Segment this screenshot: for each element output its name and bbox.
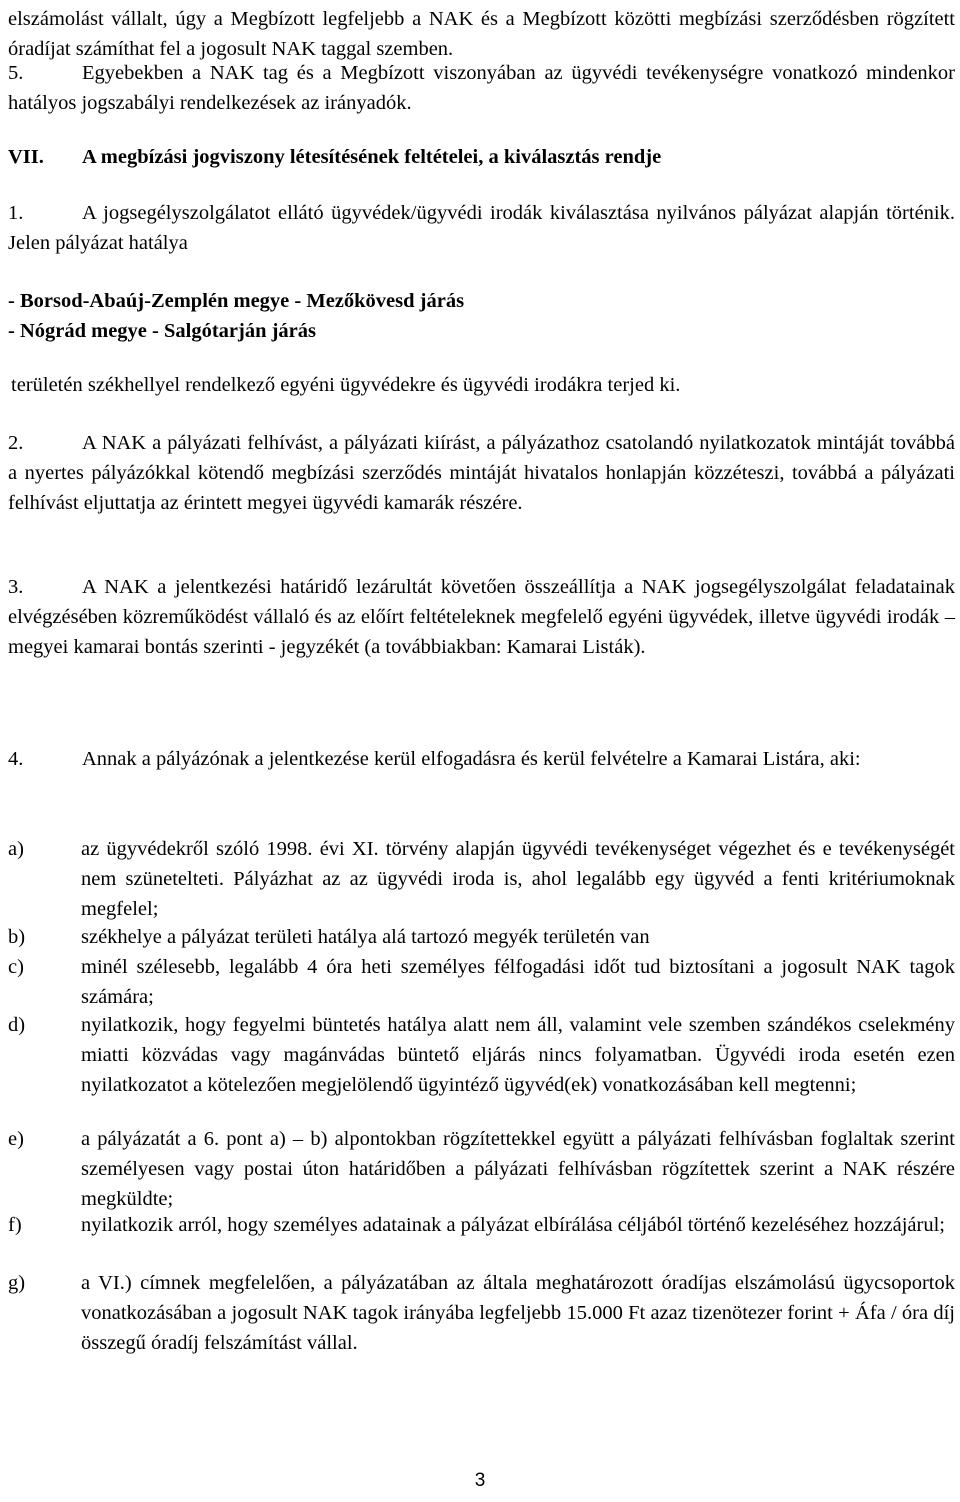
condition-label: a) [8, 838, 24, 860]
condition-item-c [8, 952, 955, 1012]
condition-label: d) [8, 1014, 26, 1036]
condition-label: b) [8, 926, 26, 948]
condition-item-b [8, 922, 955, 952]
condition-text: minél szélesebb, legalább 4 óra heti személyes félfogadási időt tud biztosítani a jogosult NAK tagok számára; [81, 956, 955, 1008]
condition-item-d [8, 1010, 955, 1100]
region-scope: területén székhellyel rendelkező egyéni ügyvédekre és ügyvédi irodákra terjed ki. [11, 374, 681, 396]
paragraph-3-text: A NAK a jelentkezési határidő lezárultát követően összeállítja a NAK jogsegélyszolgálat feladatainak elvégzésében közreműködést vállaló és az előírt feltételeknek megfelelő egyéni ügyvédek, illetve ügyvédi irodák – megyei kamarai bontás szerinti - jegyzékét (a továbbiakban: Kamarai Listák). [8, 576, 955, 658]
condition-text: az ügyvédekről szóló 1998. évi XI. törvény alapján ügyvédi tevékenységet végezhet és e tevékenységét nem szünetelteti. Pályázhat az az ügyvédi iroda is, ahol legalább egy ügyvéd a fenti kritériumoknak megfelel; [81, 838, 955, 920]
item-5-number: 5. [8, 62, 24, 84]
item-5-text: Egyebekben a NAK tag és a Megbízott viszonyában az ügyvédi tevékenységre vonatkozó mindenkor hatályos jogszabályi rendelkezések az irányadók. [8, 62, 955, 114]
paragraph-2-number: 2. [8, 432, 24, 454]
condition-item-f [8, 1210, 955, 1240]
region-2: - Nógrád megye - Salgótarján járás [8, 320, 317, 342]
region-1: - Borsod-Abaúj-Zemplén megye - Mezőkövesd járás [8, 290, 465, 312]
paragraph-4-text: Annak a pályázónak a jelentkezése kerül elfogadásra és kerül felvételre a Kamarai Listára, aki: [82, 748, 861, 770]
paragraph-4-number: 4. [8, 748, 24, 770]
intro-paragraph: elszámolást vállalt, úgy a Megbízott legfeljebb a NAK és a Megbízott közötti megbízási szerződésben rögzített óradíjat számíthat fel a jogosult NAK taggal szemben. [8, 8, 955, 60]
paragraph-1-number: 1. [8, 202, 24, 224]
condition-text: nyilatkozik, hogy fegyelmi büntetés hatálya alatt nem áll, valamint vele szemben szándékos cselekmény miatti közvádas vagy magánvádas büntető eljárás nincs folyamatban. Ügyvédi iroda esetén ezen nyilatkozatot a kötelezően megjelölendő ügyintéző ügyvéd(ek) vonatkozásában kell megtenni; [81, 1014, 955, 1096]
section-number: VII. [8, 146, 44, 168]
condition-item-a [8, 834, 955, 924]
condition-item-g [8, 1268, 955, 1358]
condition-label: e) [8, 1128, 24, 1150]
paragraph-3 [8, 572, 955, 662]
paragraph-4 [8, 744, 955, 774]
condition-text: székhelye a pályázat területi hatálya alá tartozó megyék területén van [81, 926, 650, 948]
paragraph-2 [8, 428, 955, 518]
paragraph-3-number: 3. [8, 576, 24, 598]
item-5-paragraph [8, 58, 955, 118]
condition-label: f) [8, 1214, 22, 1236]
condition-text: a VI.) címnek megfelelően, a pályázatában az általa meghatározott óradíjas elszámolású ügycsoportok vonatkozásában a jogosult NAK tagok irányába legfeljebb 15.000 Ft azaz tizenötezer forint + Áfa / óra díj összegű óradíj felszámítást vállal. [81, 1272, 955, 1354]
paragraph-2-text: A NAK a pályázati felhívást, a pályázati kiírást, a pályázathoz csatolandó nyilatkozatok mintáját továbbá a nyertes pályázókkal kötendő megbízási szerződés mintáját hivatalos honlapján közzéteszi, továbbá a pályázati felhívást eljuttatja az érintett megyei ügyvédi kamarák részére. [8, 432, 955, 514]
paragraph-1-text: A jogsegélyszolgálatot ellátó ügyvédek/ügyvédi irodák kiválasztása nyilvános pályázat alapján történik. Jelen pályázat hatálya [8, 202, 955, 254]
condition-text: nyilatkozik arról, hogy személyes adatainak a pályázat elbírálása céljából történő kezeléséhez hozzájárul; [81, 1214, 946, 1236]
section-title: A megbízási jogviszony létesítésének feltételei, a kiválasztás rendje [82, 146, 662, 168]
condition-label: c) [8, 956, 24, 978]
condition-label: g) [8, 1272, 26, 1294]
condition-text: a pályázatát a 6. pont a) – b) alpontokban rögzítettekkel együtt a pályázati felhívásban foglaltak szerint személyesen vagy postai úton határidőben a pályázati felhívásban rögzítettek szerint a NAK részére megküldte; [81, 1128, 955, 1210]
page-number: 3 [474, 1470, 486, 1491]
condition-item-e [8, 1124, 955, 1214]
paragraph-1 [8, 198, 955, 258]
